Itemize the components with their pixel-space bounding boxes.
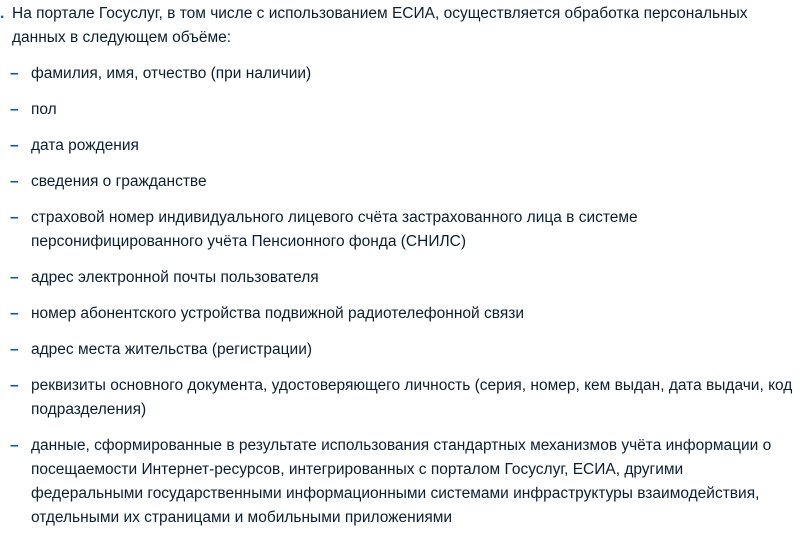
list-item-text: адрес электронной почты пользователя: [31, 269, 319, 286]
list-item-text: адрес места жительства (регистрации): [31, 341, 313, 358]
dash-bullet-icon: –: [10, 137, 19, 154]
intro-paragraph: [0, 2, 799, 50]
dash-bullet-icon: –: [10, 101, 19, 118]
list-item-text: номер абонентского устройства подвижной радиотелефонной связи: [31, 305, 524, 322]
personal-data-list: [0, 62, 799, 530]
list-item-text: реквизиты основного документа, удостоверяющего личность (серия, номер, кем выдан, дата выдачи, код подразделения): [31, 377, 793, 418]
list-item-text: сведения о гражданстве: [31, 173, 207, 190]
list-item: [0, 302, 799, 326]
list-item-text: страховой номер индивидуального лицевого счёта застрахованного лица в системе персонифицированного учёта Пенсионного фонда (СНИЛС): [31, 209, 638, 250]
list-item-text: дата рождения: [31, 137, 139, 154]
dash-bullet-icon: –: [10, 341, 19, 358]
dash-bullet-icon: –: [10, 377, 19, 394]
dash-bullet-icon: –: [10, 269, 19, 286]
list-item: [0, 170, 799, 194]
list-item: [0, 374, 799, 422]
dash-bullet-icon: –: [10, 65, 19, 82]
dash-bullet-icon: –: [10, 437, 19, 454]
list-item: [0, 62, 799, 86]
list-item: [0, 338, 799, 362]
list-item: [0, 98, 799, 122]
dash-bullet-icon: –: [10, 173, 19, 190]
list-item: [0, 266, 799, 290]
intro-marker: .: [0, 5, 5, 22]
dash-bullet-icon: –: [10, 209, 19, 226]
list-item-text: пол: [31, 101, 57, 118]
list-item: [0, 134, 799, 158]
list-item-text: фамилия, имя, отчество (при наличии): [31, 65, 312, 82]
list-item: [0, 206, 799, 254]
list-item: [0, 434, 799, 530]
list-item-text: данные, сформированные в результате использования стандартных механизмов учёта информации о посещаемости Интернет-ресурсов, интегрированных с порталом Госуслуг, ЕСИА, другими федеральными государственными информационными системами инфраструктуры взаимодействия, отдельными их страницами и мобильными приложениями: [31, 437, 772, 526]
dash-bullet-icon: –: [10, 305, 19, 322]
intro-text: На портале Госуслуг, в том числе с использованием ЕСИА, осуществляется обработка персональных данных в следующем объёме:: [12, 5, 748, 46]
